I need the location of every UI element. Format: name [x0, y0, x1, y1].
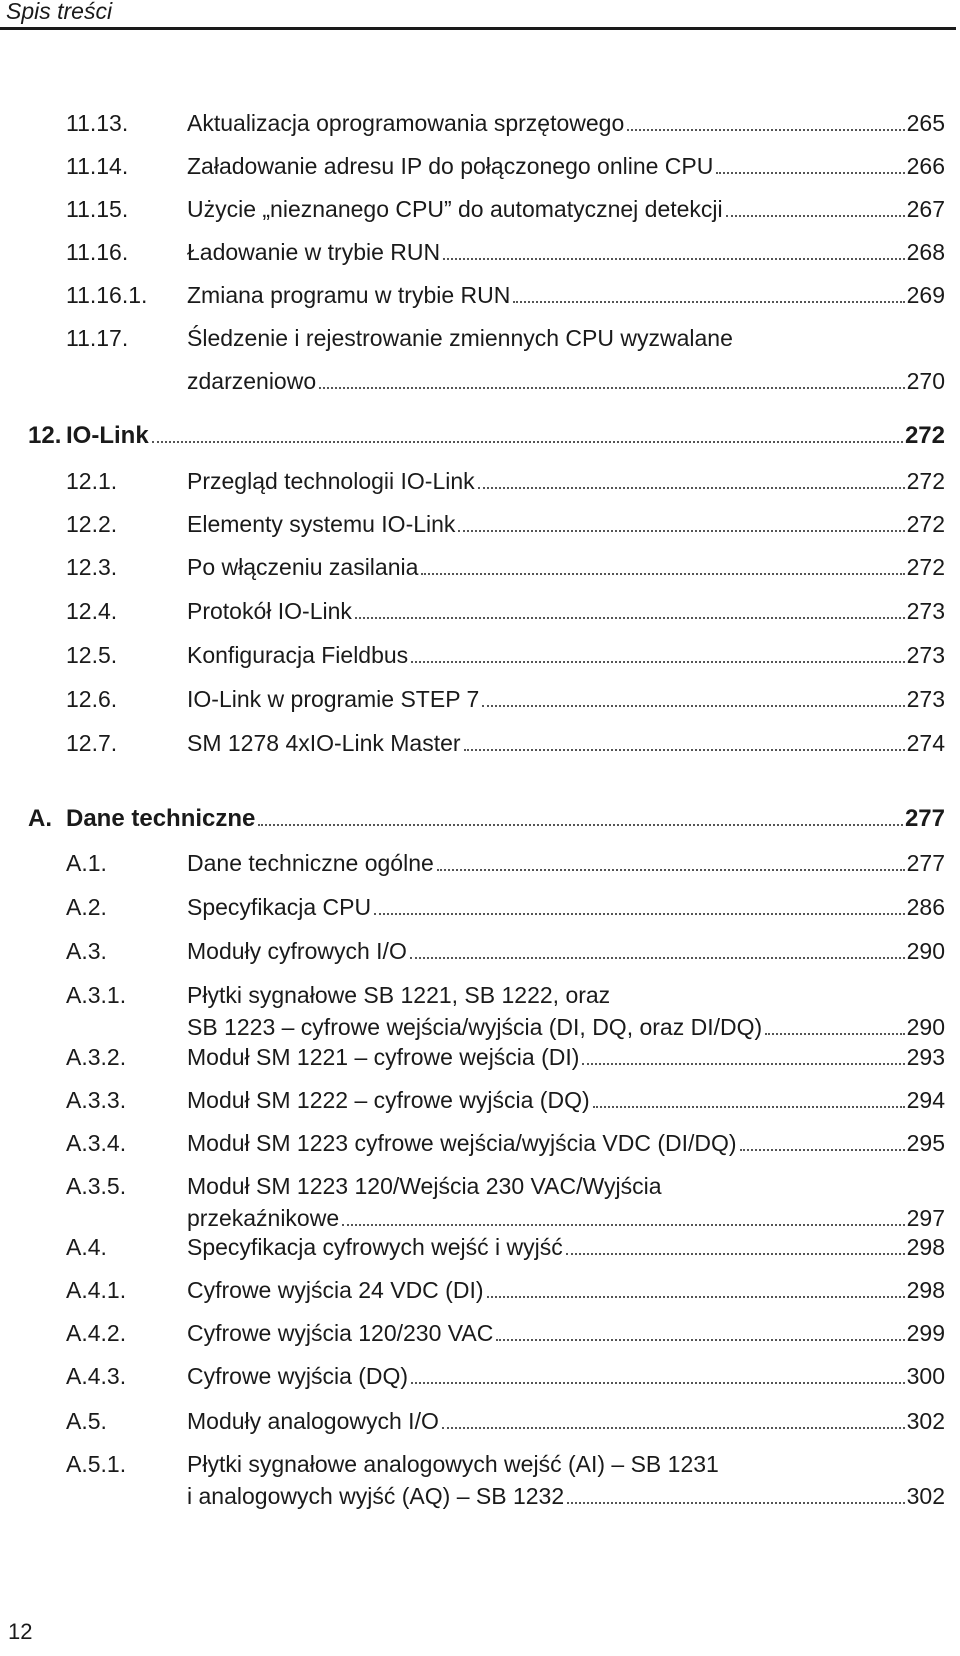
toc-entry-line [187, 596, 945, 626]
dot-leader [374, 913, 905, 915]
toc-entry-number: 11.15. [66, 196, 129, 222]
toc-entry-title: Ładowanie w trybie RUN [187, 239, 441, 265]
toc-entry-title: Specyfikacja cyfrowych wejść i wyjść [187, 1234, 563, 1260]
toc-entry-page: 297 [906, 1205, 945, 1231]
toc-entry-line [187, 1232, 945, 1262]
toc-entry-title: Moduł SM 1221 – cyfrowe wejścia (DI) [187, 1044, 580, 1070]
toc-entry-number: 12.6. [66, 686, 118, 712]
header-rule [0, 27, 956, 30]
toc-entry-line [187, 552, 945, 582]
toc-entry-number: A.3.5. [66, 1173, 127, 1199]
toc-entry-page: 277 [904, 805, 945, 832]
toc-entry-title: Protokół IO-Link [187, 598, 352, 624]
toc-entry-number: 12.3. [66, 554, 118, 580]
toc-entry-title: Cyfrowe wyjścia 120/230 VAC [187, 1320, 494, 1346]
toc-entry-number: 12.1. [66, 468, 118, 494]
dot-leader [464, 749, 905, 751]
dot-leader [152, 441, 903, 443]
toc-entry-page: 273 [906, 686, 945, 712]
toc-entry-number: A.3.1. [66, 982, 127, 1008]
toc-entry-title: Cyfrowe wyjścia (DQ) [187, 1363, 409, 1389]
toc-entry-number: 11.16.1. [66, 282, 148, 308]
toc-entry-number: A.4.1. [66, 1277, 127, 1303]
dot-leader [593, 1106, 905, 1108]
toc-entry-line [187, 848, 945, 878]
toc-entry-page: 286 [906, 894, 945, 920]
toc-entry-page: 274 [906, 730, 945, 756]
toc-entry-line [187, 892, 945, 922]
toc-entry-page: 268 [906, 239, 945, 265]
toc-entry-number: 12. [28, 422, 62, 449]
toc-entry-line [187, 280, 945, 310]
dot-leader [582, 1063, 904, 1065]
dot-leader [410, 957, 905, 959]
toc-entry-number: 11.16. [66, 239, 129, 265]
toc-entry-title: Specyfikacja CPU [187, 894, 372, 920]
toc-entry-line [187, 1275, 945, 1305]
toc-entry-title: Moduł SM 1223 cyfrowe wejścia/wyjścia VDC (DI/DQ) [187, 1130, 737, 1156]
toc-entry-title: Dane techniczne [66, 805, 256, 832]
dot-leader [458, 530, 904, 532]
toc-entry-page: 295 [906, 1130, 945, 1156]
page-number: 12 [8, 1619, 33, 1644]
toc-entry-line [187, 194, 945, 224]
toc-entry-page: 269 [906, 282, 945, 308]
toc-entry-title-first-line: Śledzenie i rejestrowanie zmiennych CPU wyzwalane [187, 325, 733, 351]
toc-entry-number: A.5. [66, 1408, 107, 1434]
dot-leader [740, 1149, 905, 1151]
toc-entry-number: A.4.2. [66, 1320, 127, 1346]
toc-entry-page: 277 [906, 850, 945, 876]
toc-entry-title: Moduł SM 1222 – cyfrowe wyjścia (DQ) [187, 1087, 590, 1113]
toc-entry-page: 298 [906, 1277, 945, 1303]
toc-entry-number: 12.2. [66, 511, 118, 537]
toc-entry-number: A.3.4. [66, 1130, 127, 1156]
toc-entry-title: Przegląd technologii IO-Link [187, 468, 475, 494]
toc-entry-number: 12.4. [66, 598, 118, 624]
toc-entry-number: A.3. [66, 938, 107, 964]
toc-entry-line [187, 1042, 945, 1072]
toc-entry-title: IO-Link [66, 422, 149, 449]
dot-leader [496, 1339, 904, 1341]
toc-entry-title-first-line: Moduł SM 1223 120/Wejścia 230 VAC/Wyjścia [187, 1173, 662, 1199]
toc-entry-title: Moduły cyfrowych I/O [187, 938, 407, 964]
toc-entry-page: 270 [906, 368, 945, 394]
dot-leader [437, 869, 905, 871]
toc-entry-title: Moduły analogowych I/O [187, 1408, 439, 1434]
toc-entry-line [187, 728, 945, 758]
toc-entry-line [187, 1406, 945, 1436]
toc-entry-title: SB 1223 – cyfrowe wejścia/wyjścia (DI, DQ, oraz DI/DQ) [187, 1014, 763, 1040]
toc-entry-title: Zmiana programu w trybie RUN [187, 282, 511, 308]
dot-leader [421, 573, 904, 575]
toc-entry-line [187, 1481, 945, 1511]
toc-entry-number: A.5.1. [66, 1451, 127, 1477]
toc-entry-page: 300 [906, 1363, 945, 1389]
toc-entry-page: 273 [906, 642, 945, 668]
toc-entry-page: 299 [906, 1320, 945, 1346]
toc-entry-number: A.4. [66, 1234, 107, 1260]
toc-entry-title: IO-Link w programie STEP 7 [187, 686, 480, 712]
toc-entry-number: 12.5. [66, 642, 118, 668]
toc-entry-title: Po włączeniu zasilania [187, 554, 419, 580]
toc-entry-line [187, 509, 945, 539]
toc-entry-page: 272 [906, 511, 945, 537]
dot-leader [482, 705, 904, 707]
toc-entry-number: A.1. [66, 850, 107, 876]
toc-entry-page: 302 [906, 1408, 945, 1434]
toc-entry-line [187, 1012, 945, 1042]
dot-leader [567, 1502, 905, 1504]
toc-entry-line [187, 237, 945, 267]
toc-entry-number: A.4.3. [66, 1363, 127, 1389]
toc-entry-line [187, 640, 945, 670]
toc-entry-title: Załadowanie adresu IP do połączonego online CPU [187, 153, 714, 179]
toc-entry-title: zdarzeniowo [187, 368, 317, 394]
toc-entry-line [66, 804, 945, 834]
toc-entry-title: Dane techniczne ogólne [187, 850, 434, 876]
dot-leader [411, 1382, 905, 1384]
toc-entry-title: Cyfrowe wyjścia 24 VDC (DI) [187, 1277, 484, 1303]
dot-leader [319, 387, 904, 389]
toc-entry-number: 11.14. [66, 153, 129, 179]
toc-entry-number: 12.7. [66, 730, 118, 756]
toc-entry-title: Użycie „nieznanego CPU” do automatycznej detekcji [187, 196, 723, 222]
dot-leader [478, 487, 905, 489]
toc-entry-page: 298 [906, 1234, 945, 1260]
toc-entry-page: 293 [906, 1044, 945, 1070]
toc-entry-title: Aktualizacja oprogramowania sprzętowego [187, 110, 625, 136]
dot-leader [355, 617, 905, 619]
toc-entry-title-first-line: Płytki sygnałowe SB 1221, SB 1222, oraz [187, 982, 611, 1008]
dot-leader [258, 824, 903, 826]
toc-entry-line [187, 1203, 945, 1233]
toc-entry-page: 272 [906, 468, 945, 494]
toc-entry-page: 290 [906, 1014, 945, 1040]
toc-entry-line [187, 1318, 945, 1348]
dot-leader [513, 301, 904, 303]
toc-entry-title: i analogowych wyjść (AQ) – SB 1232 [187, 1483, 565, 1509]
toc-entry-title: Elementy systemu IO-Link [187, 511, 456, 537]
toc-entry-number: A. [28, 805, 52, 832]
toc-entry-page: 266 [906, 153, 945, 179]
toc-entry-page: 272 [906, 554, 945, 580]
toc-entry-line [187, 151, 945, 181]
toc-entry-title-first-line: Płytki sygnałowe analogowych wejść (AI) – SB 1231 [187, 1451, 719, 1477]
dot-leader [342, 1224, 904, 1226]
header-title: Spis treści [6, 0, 113, 24]
toc-entry-line [187, 684, 945, 714]
toc-entry-page: 272 [904, 422, 945, 449]
toc-entry-line [187, 466, 945, 496]
toc-entry-line [187, 1361, 945, 1391]
toc-entry-page: 294 [906, 1087, 945, 1113]
toc-entry-number: A.2. [66, 894, 107, 920]
dot-leader [443, 258, 905, 260]
dot-leader [627, 129, 904, 131]
dot-leader [765, 1033, 904, 1035]
toc-entry-title: przekaźnikowe [187, 1205, 340, 1231]
toc-entry-page: 265 [906, 110, 945, 136]
toc-entry-page: 267 [906, 196, 945, 222]
toc-entry-line [187, 1128, 945, 1158]
toc-entry-title: Konfiguracja Fieldbus [187, 642, 409, 668]
toc-entry-number: 11.17. [66, 325, 129, 351]
toc-entry-page: 273 [906, 598, 945, 624]
toc-entry-line [66, 421, 945, 451]
toc-entry-page: 290 [906, 938, 945, 964]
dot-leader [442, 1427, 905, 1429]
toc-entry-title: SM 1278 4xIO-Link Master [187, 730, 461, 756]
toc-entry-line [187, 366, 945, 396]
toc-entry-number: 11.13. [66, 110, 129, 136]
toc-entry-line [187, 1085, 945, 1115]
toc-entry-line [187, 936, 945, 966]
dot-leader [411, 661, 904, 663]
toc-entry-line [187, 108, 945, 138]
dot-leader [566, 1253, 905, 1255]
dot-leader [726, 215, 905, 217]
dot-leader [487, 1296, 905, 1298]
toc-entry-number: A.3.2. [66, 1044, 127, 1070]
toc-entry-number: A.3.3. [66, 1087, 127, 1113]
toc-entry-page: 302 [906, 1483, 945, 1509]
dot-leader [716, 172, 904, 174]
